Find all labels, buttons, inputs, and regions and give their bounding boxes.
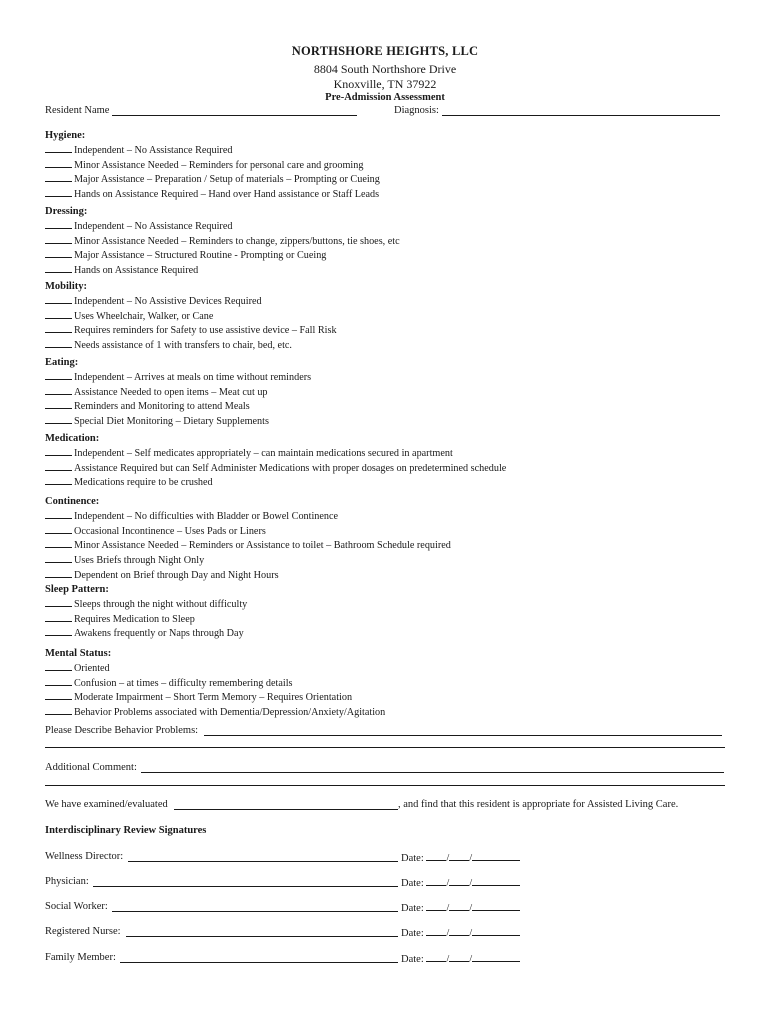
option-row [45,370,735,385]
physician-signature-field[interactable] [93,886,398,887]
checkbox-blank[interactable] [45,338,72,348]
examined-prefix: We have examined/evaluated [45,799,168,810]
option-row [45,219,735,234]
option-label: Minor Assistance Needed – Reminders to change, zippers/buttons, tie shoes, etc [74,235,400,247]
date-separator: / [469,878,473,889]
social-worker-date [401,901,520,914]
option-label: Uses Briefs through Night Only [74,555,205,567]
examined-by-field[interactable] [174,809,398,810]
option-row [45,338,735,353]
date-month-field[interactable] [426,952,446,962]
option-label: Needs assistance of 1 with transfers to chair, bed, etc. [74,340,292,352]
checkbox-blank[interactable] [45,475,72,485]
option-label: Hands on Assistance Required – Hand over Hand assistance or Staff Leads [74,189,380,201]
date-year-field[interactable] [472,901,520,911]
date-year-field[interactable] [472,876,520,886]
date-separator: / [469,954,473,965]
option-row [45,234,735,249]
date-year-field[interactable] [472,851,520,861]
checkbox-blank[interactable] [45,323,72,333]
option-row [45,248,735,263]
option-row [45,309,735,324]
family-member-label: Family Member: [45,952,116,963]
date-day-field[interactable] [449,952,469,962]
date-separator: / [469,853,473,864]
date-label: Date: [401,903,424,914]
physician-label: Physician: [45,876,89,887]
date-label: Date: [401,853,424,864]
diagnosis-label: Diagnosis: [394,105,439,116]
checkbox-blank[interactable] [45,414,72,424]
option-row [45,553,735,568]
date-label: Date: [401,954,424,965]
behavior-problems-field-line-2[interactable] [45,747,725,748]
social-worker-signature-field[interactable] [112,911,398,912]
checkbox-blank[interactable] [45,143,72,153]
registered-nurse-label: Registered Nurse: [45,926,121,937]
option-row [45,158,735,173]
section-title: Mobility: [45,281,87,292]
date-label: Date: [401,878,424,889]
option-row [45,143,735,158]
option-row [45,385,735,400]
section-title: Medication: [45,433,100,444]
option-row [45,524,735,539]
section-sleep-pattern [45,584,735,641]
option-label: Minor Assistance Needed – Reminders for personal care and grooming [74,159,364,171]
option-row [45,446,735,461]
section-title: Continence: [45,496,100,507]
option-label: Major Assistance – Preparation / Setup of materials – Prompting or Cueing [74,174,380,186]
checkbox-blank[interactable] [45,676,72,686]
checkbox-blank[interactable] [45,553,72,563]
company-address: 8804 South Northshore Drive [313,62,457,76]
option-row [45,661,735,676]
company-name: NORTHSHORE HEIGHTS, LLC [291,44,479,58]
option-label: Reminders and Monitoring to attend Meals [74,401,250,413]
section-title: Mental Status: [45,648,112,659]
resident-name-field[interactable] [112,115,357,116]
registered-nurse-date [401,926,520,939]
option-row [45,597,735,612]
section-title: Sleep Pattern: [45,584,109,595]
checkbox-blank[interactable] [45,370,72,380]
date-month-field[interactable] [426,851,446,861]
option-label: Behavior Problems associated with Dementia/Depression/Anxiety/Agitation [74,707,386,719]
date-separator: / [469,928,473,939]
diagnosis-field[interactable] [442,115,720,116]
section-medication [45,433,735,490]
checkbox-blank[interactable] [45,690,72,700]
social-worker-label: Social Worker: [45,901,108,912]
checkbox-blank[interactable] [45,385,72,395]
option-row [45,399,735,414]
option-label: Dependent on Brief through Day and Night Hours [74,569,279,581]
option-label: Moderate Impairment – Short Term Memory – Requires Orientation [74,692,353,704]
option-row [45,475,735,490]
option-label: Awakens frequently or Naps through Day [74,628,244,640]
wellness-director-date [401,851,520,864]
family-member-date [401,952,520,965]
additional-comment-field-line-2[interactable] [45,785,725,786]
wellness-director-label: Wellness Director: [45,851,124,862]
option-row [45,263,735,278]
checkbox-blank[interactable] [45,461,72,471]
option-label: Independent – No Assistance Required [74,221,233,232]
option-row [45,187,735,202]
option-row [45,612,735,627]
date-separator: / [446,903,450,914]
family-member-signature-field[interactable] [120,962,398,963]
option-row [45,676,735,691]
additional-comment-field[interactable] [141,772,724,773]
additional-comment-label: Additional Comment: [45,762,137,773]
section-mental-status [45,648,735,720]
checkbox-blank[interactable] [45,187,72,197]
section-hygiene [45,130,735,202]
section-title: Dressing: [45,206,88,217]
physician-date [401,876,520,889]
date-separator: / [446,954,450,965]
date-month-field[interactable] [426,901,446,911]
checkbox-blank[interactable] [45,172,72,182]
option-label: Medications require to be crushed [74,477,213,489]
checkbox-blank[interactable] [45,158,72,168]
checkbox-blank[interactable] [45,399,72,409]
option-label: Assistance Required but can Self Administer Medications with proper dosages on predetermined schedule [74,462,507,474]
date-separator: / [446,853,450,864]
option-label: Independent – No Assistive Devices Required [74,296,262,307]
option-label: Special Diet Monitoring – Dietary Supplements [74,416,269,428]
company-city: Knoxville, TN 37922 [333,77,437,91]
option-label: Uses Wheelchair, Walker, or Cane [74,310,214,322]
option-label: Independent – Arrives at meals on time without reminders [74,372,312,383]
date-month-field[interactable] [426,876,446,886]
option-label: Requires Medication to Sleep [74,613,195,625]
resident-name-label: Resident Name [45,105,110,116]
section-title: Hygiene: [45,130,86,141]
checkbox-blank[interactable] [45,294,72,304]
checkbox-blank[interactable] [45,446,72,456]
registered-nurse-signature-field[interactable] [126,936,398,937]
behavior-problems-label: Please Describe Behavior Problems: [45,725,199,736]
checkbox-blank[interactable] [45,309,72,319]
date-day-field[interactable] [449,926,469,936]
date-separator: / [469,903,473,914]
section-dressing [45,206,735,278]
signatures-title: Interdisciplinary Review Signatures [45,825,207,836]
form-title: Pre-Admission Assessment [325,92,445,103]
checkbox-blank[interactable] [45,538,72,548]
option-row [45,461,735,476]
option-row [45,626,735,641]
date-day-field[interactable] [449,901,469,911]
date-label: Date: [401,928,424,939]
date-day-field[interactable] [449,851,469,861]
option-row [45,538,735,553]
checkbox-blank[interactable] [45,661,72,671]
option-row [45,705,735,720]
date-separator: / [446,878,450,889]
checkbox-blank[interactable] [45,568,72,578]
option-label: Independent – No difficulties with Bladder or Bowel Continence [74,511,339,522]
checkbox-blank[interactable] [45,612,72,622]
behavior-problems-field[interactable] [204,735,722,736]
option-row [45,323,735,338]
option-label: Confusion – at times – difficulty remembering details [74,677,293,689]
option-row [45,172,735,187]
option-label: Occasional Incontinence – Uses Pads or Liners [74,525,266,537]
wellness-director-signature-field[interactable] [128,861,398,862]
option-label: Independent – No Assistance Required [74,145,233,156]
checkbox-blank[interactable] [45,705,72,715]
option-row [45,509,735,524]
checkbox-blank[interactable] [45,626,72,636]
option-label: Requires reminders for Safety to use assistive device – Fall Risk [74,325,337,337]
checkbox-blank[interactable] [45,597,72,607]
checkbox-blank[interactable] [45,509,72,519]
checkbox-blank[interactable] [45,263,72,273]
checkbox-blank[interactable] [45,248,72,258]
checkbox-blank[interactable] [45,524,72,534]
option-label: Major Assistance – Structured Routine - Prompting or Cueing [74,250,327,262]
option-label: Assistance Needed to open items – Meat cut up [74,386,268,398]
date-year-field[interactable] [472,952,520,962]
date-day-field[interactable] [449,876,469,886]
option-label: Minor Assistance Needed – Reminders or Assistance to toilet – Bathroom Schedule required [74,540,451,552]
section-continence [45,496,735,583]
option-label: Oriented [74,663,110,674]
date-separator: / [446,928,450,939]
examined-suffix: , and find that this resident is appropriate for Assisted Living Care. [398,799,679,810]
section-eating [45,357,735,429]
checkbox-blank[interactable] [45,219,72,229]
date-year-field[interactable] [472,926,520,936]
option-row [45,414,735,429]
section-title: Eating: [45,357,79,368]
option-row [45,690,735,705]
option-label: Sleeps through the night without difficulty [74,599,248,610]
date-month-field[interactable] [426,926,446,936]
option-row [45,568,735,583]
option-label: Independent – Self medicates appropriately – can maintain medications secured in apartment [74,448,453,459]
option-label: Hands on Assistance Required [74,265,199,277]
option-row [45,294,735,309]
section-mobility [45,281,735,353]
checkbox-blank[interactable] [45,234,72,244]
